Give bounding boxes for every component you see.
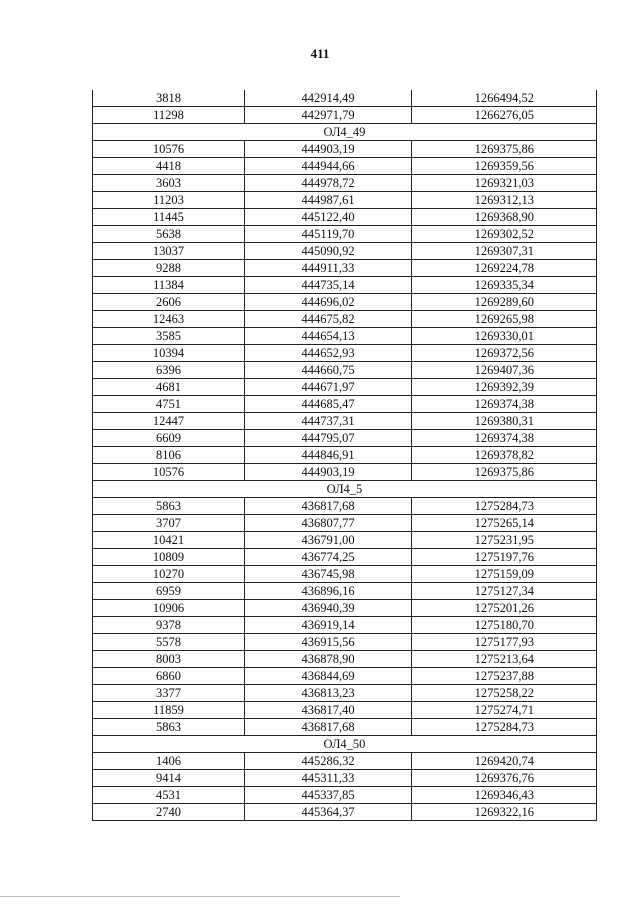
y-coordinate-cell: 1269289,60	[412, 294, 597, 311]
section-row	[93, 736, 597, 753]
point-number-cell: 3377	[93, 685, 245, 702]
point-number-cell: 9378	[93, 617, 245, 634]
y-coordinate-cell: 1269302,52	[412, 226, 597, 243]
table-row	[93, 294, 597, 311]
table-row	[93, 447, 597, 464]
table-row	[93, 362, 597, 379]
point-number-cell: 10421	[93, 532, 245, 549]
y-coordinate-cell: 1269407,36	[412, 362, 597, 379]
x-coordinate-cell: 436940,39	[245, 600, 412, 617]
y-coordinate-cell: 1269375,86	[412, 141, 597, 158]
y-coordinate-cell: 1275201,26	[412, 600, 597, 617]
x-coordinate-cell: 444795,07	[245, 430, 412, 447]
y-coordinate-cell: 1275237,88	[412, 668, 597, 685]
x-coordinate-cell: 444903,19	[245, 141, 412, 158]
table-row	[93, 141, 597, 158]
point-number-cell: 5638	[93, 226, 245, 243]
table-row	[93, 770, 597, 787]
y-coordinate-cell: 1269392,39	[412, 379, 597, 396]
point-number-cell: 10576	[93, 141, 245, 158]
point-number-cell: 3818	[93, 90, 245, 107]
y-coordinate-cell: 1275284,73	[412, 498, 597, 515]
section-label: ОЛ4_50	[93, 736, 597, 753]
x-coordinate-cell: 445122,40	[245, 209, 412, 226]
y-coordinate-cell: 1275265,14	[412, 515, 597, 532]
y-coordinate-cell: 1275258,22	[412, 685, 597, 702]
y-coordinate-cell: 1275177,93	[412, 634, 597, 651]
table-row	[93, 464, 597, 481]
point-number-cell: 8003	[93, 651, 245, 668]
y-coordinate-cell: 1269312,13	[412, 192, 597, 209]
table-row	[93, 311, 597, 328]
scan-edge-line	[0, 896, 400, 897]
point-number-cell: 12463	[93, 311, 245, 328]
table-row	[93, 277, 597, 294]
x-coordinate-cell: 444978,72	[245, 175, 412, 192]
table-row	[93, 583, 597, 600]
x-coordinate-cell: 436896,16	[245, 583, 412, 600]
x-coordinate-cell: 442914,49	[245, 90, 412, 107]
table-row	[93, 600, 597, 617]
section-row	[93, 124, 597, 141]
x-coordinate-cell: 445090,92	[245, 243, 412, 260]
x-coordinate-cell: 436745,98	[245, 566, 412, 583]
x-coordinate-cell: 444911,33	[245, 260, 412, 277]
y-coordinate-cell: 1269322,16	[412, 804, 597, 821]
x-coordinate-cell: 444654,13	[245, 328, 412, 345]
x-coordinate-cell: 444660,75	[245, 362, 412, 379]
y-coordinate-cell: 1269359,56	[412, 158, 597, 175]
table-row	[93, 804, 597, 821]
point-number-cell: 10270	[93, 566, 245, 583]
point-number-cell: 3707	[93, 515, 245, 532]
x-coordinate-cell: 436813,23	[245, 685, 412, 702]
y-coordinate-cell: 1275180,70	[412, 617, 597, 634]
table-row	[93, 413, 597, 430]
y-coordinate-cell: 1275127,34	[412, 583, 597, 600]
x-coordinate-cell: 444696,02	[245, 294, 412, 311]
table-row	[93, 668, 597, 685]
x-coordinate-cell: 444675,82	[245, 311, 412, 328]
point-number-cell: 3603	[93, 175, 245, 192]
table-row	[93, 379, 597, 396]
y-coordinate-cell: 1269321,03	[412, 175, 597, 192]
point-number-cell: 6609	[93, 430, 245, 447]
x-coordinate-cell: 436915,56	[245, 634, 412, 651]
y-coordinate-cell: 1275197,76	[412, 549, 597, 566]
table-row	[93, 498, 597, 515]
table-row	[93, 753, 597, 770]
table-row	[93, 651, 597, 668]
table-row	[93, 260, 597, 277]
point-number-cell: 2606	[93, 294, 245, 311]
table-row	[93, 702, 597, 719]
section-row	[93, 481, 597, 498]
point-number-cell: 6959	[93, 583, 245, 600]
x-coordinate-cell: 444735,14	[245, 277, 412, 294]
x-coordinate-cell: 436817,40	[245, 702, 412, 719]
table-row	[93, 787, 597, 804]
table-row	[93, 345, 597, 362]
x-coordinate-cell: 436919,14	[245, 617, 412, 634]
point-number-cell: 3585	[93, 328, 245, 345]
x-coordinate-cell: 445119,70	[245, 226, 412, 243]
x-coordinate-cell: 444846,91	[245, 447, 412, 464]
x-coordinate-cell: 444903,19	[245, 464, 412, 481]
y-coordinate-cell: 1269374,38	[412, 430, 597, 447]
point-number-cell: 6396	[93, 362, 245, 379]
x-coordinate-cell: 445337,85	[245, 787, 412, 804]
y-coordinate-cell: 1269380,31	[412, 413, 597, 430]
point-number-cell: 10394	[93, 345, 245, 362]
y-coordinate-cell: 1275213,64	[412, 651, 597, 668]
table-row	[93, 243, 597, 260]
x-coordinate-cell: 444737,31	[245, 413, 412, 430]
y-coordinate-cell: 1275159,09	[412, 566, 597, 583]
y-coordinate-cell: 1275274,71	[412, 702, 597, 719]
x-coordinate-cell: 442971,79	[245, 107, 412, 124]
x-coordinate-cell: 444685,47	[245, 396, 412, 413]
x-coordinate-cell: 436774,25	[245, 549, 412, 566]
y-coordinate-cell: 1269375,86	[412, 464, 597, 481]
table-row	[93, 158, 597, 175]
table-row	[93, 566, 597, 583]
point-number-cell: 6860	[93, 668, 245, 685]
table-row	[93, 719, 597, 736]
y-coordinate-cell: 1269372,56	[412, 345, 597, 362]
section-label: ОЛ4_49	[93, 124, 597, 141]
y-coordinate-cell: 1275231,95	[412, 532, 597, 549]
point-number-cell: 12447	[93, 413, 245, 430]
x-coordinate-cell: 445364,37	[245, 804, 412, 821]
x-coordinate-cell: 445286,32	[245, 753, 412, 770]
point-number-cell: 11298	[93, 107, 245, 124]
point-number-cell: 4751	[93, 396, 245, 413]
page-number: 411	[310, 46, 330, 61]
x-coordinate-cell: 436817,68	[245, 719, 412, 736]
x-coordinate-cell: 444987,61	[245, 192, 412, 209]
point-number-cell: 1406	[93, 753, 245, 770]
table-row	[93, 90, 597, 107]
y-coordinate-cell: 1275284,73	[412, 719, 597, 736]
x-coordinate-cell: 436807,77	[245, 515, 412, 532]
table-row	[93, 685, 597, 702]
y-coordinate-cell: 1266276,05	[412, 107, 597, 124]
table-row	[93, 226, 597, 243]
table-row	[93, 617, 597, 634]
point-number-cell: 5863	[93, 498, 245, 515]
table-row	[93, 192, 597, 209]
y-coordinate-cell: 1269378,82	[412, 447, 597, 464]
x-coordinate-cell: 444671,97	[245, 379, 412, 396]
coordinates-table-body	[93, 90, 597, 821]
point-number-cell: 11203	[93, 192, 245, 209]
x-coordinate-cell: 436817,68	[245, 498, 412, 515]
point-number-cell: 8106	[93, 447, 245, 464]
x-coordinate-cell: 436844,69	[245, 668, 412, 685]
table-row	[93, 328, 597, 345]
table-row	[93, 532, 597, 549]
x-coordinate-cell: 436791,00	[245, 532, 412, 549]
point-number-cell: 4531	[93, 787, 245, 804]
point-number-cell: 10809	[93, 549, 245, 566]
y-coordinate-cell: 1266494,52	[412, 90, 597, 107]
y-coordinate-cell: 1269374,38	[412, 396, 597, 413]
table-row	[93, 175, 597, 192]
coordinates-table	[92, 90, 597, 821]
y-coordinate-cell: 1269420,74	[412, 753, 597, 770]
section-label: ОЛ4_5	[93, 481, 597, 498]
point-number-cell: 4418	[93, 158, 245, 175]
point-number-cell: 11445	[93, 209, 245, 226]
table-row	[93, 634, 597, 651]
x-coordinate-cell: 444652,93	[245, 345, 412, 362]
table-row	[93, 515, 597, 532]
table-row	[93, 209, 597, 226]
y-coordinate-cell: 1269346,43	[412, 787, 597, 804]
table-row	[93, 396, 597, 413]
table-row	[93, 430, 597, 447]
y-coordinate-cell: 1269335,34	[412, 277, 597, 294]
point-number-cell: 10906	[93, 600, 245, 617]
table-row	[93, 549, 597, 566]
point-number-cell: 11859	[93, 702, 245, 719]
x-coordinate-cell: 444944,66	[245, 158, 412, 175]
point-number-cell: 4681	[93, 379, 245, 396]
y-coordinate-cell: 1269368,90	[412, 209, 597, 226]
y-coordinate-cell: 1269265,98	[412, 311, 597, 328]
point-number-cell: 11384	[93, 277, 245, 294]
point-number-cell: 10576	[93, 464, 245, 481]
x-coordinate-cell: 445311,33	[245, 770, 412, 787]
point-number-cell: 2740	[93, 804, 245, 821]
point-number-cell: 9288	[93, 260, 245, 277]
y-coordinate-cell: 1269376,76	[412, 770, 597, 787]
y-coordinate-cell: 1269224,78	[412, 260, 597, 277]
point-number-cell: 5863	[93, 719, 245, 736]
y-coordinate-cell: 1269307,31	[412, 243, 597, 260]
point-number-cell: 9414	[93, 770, 245, 787]
x-coordinate-cell: 436878,90	[245, 651, 412, 668]
point-number-cell: 13037	[93, 243, 245, 260]
table-row	[93, 107, 597, 124]
point-number-cell: 5578	[93, 634, 245, 651]
y-coordinate-cell: 1269330,01	[412, 328, 597, 345]
